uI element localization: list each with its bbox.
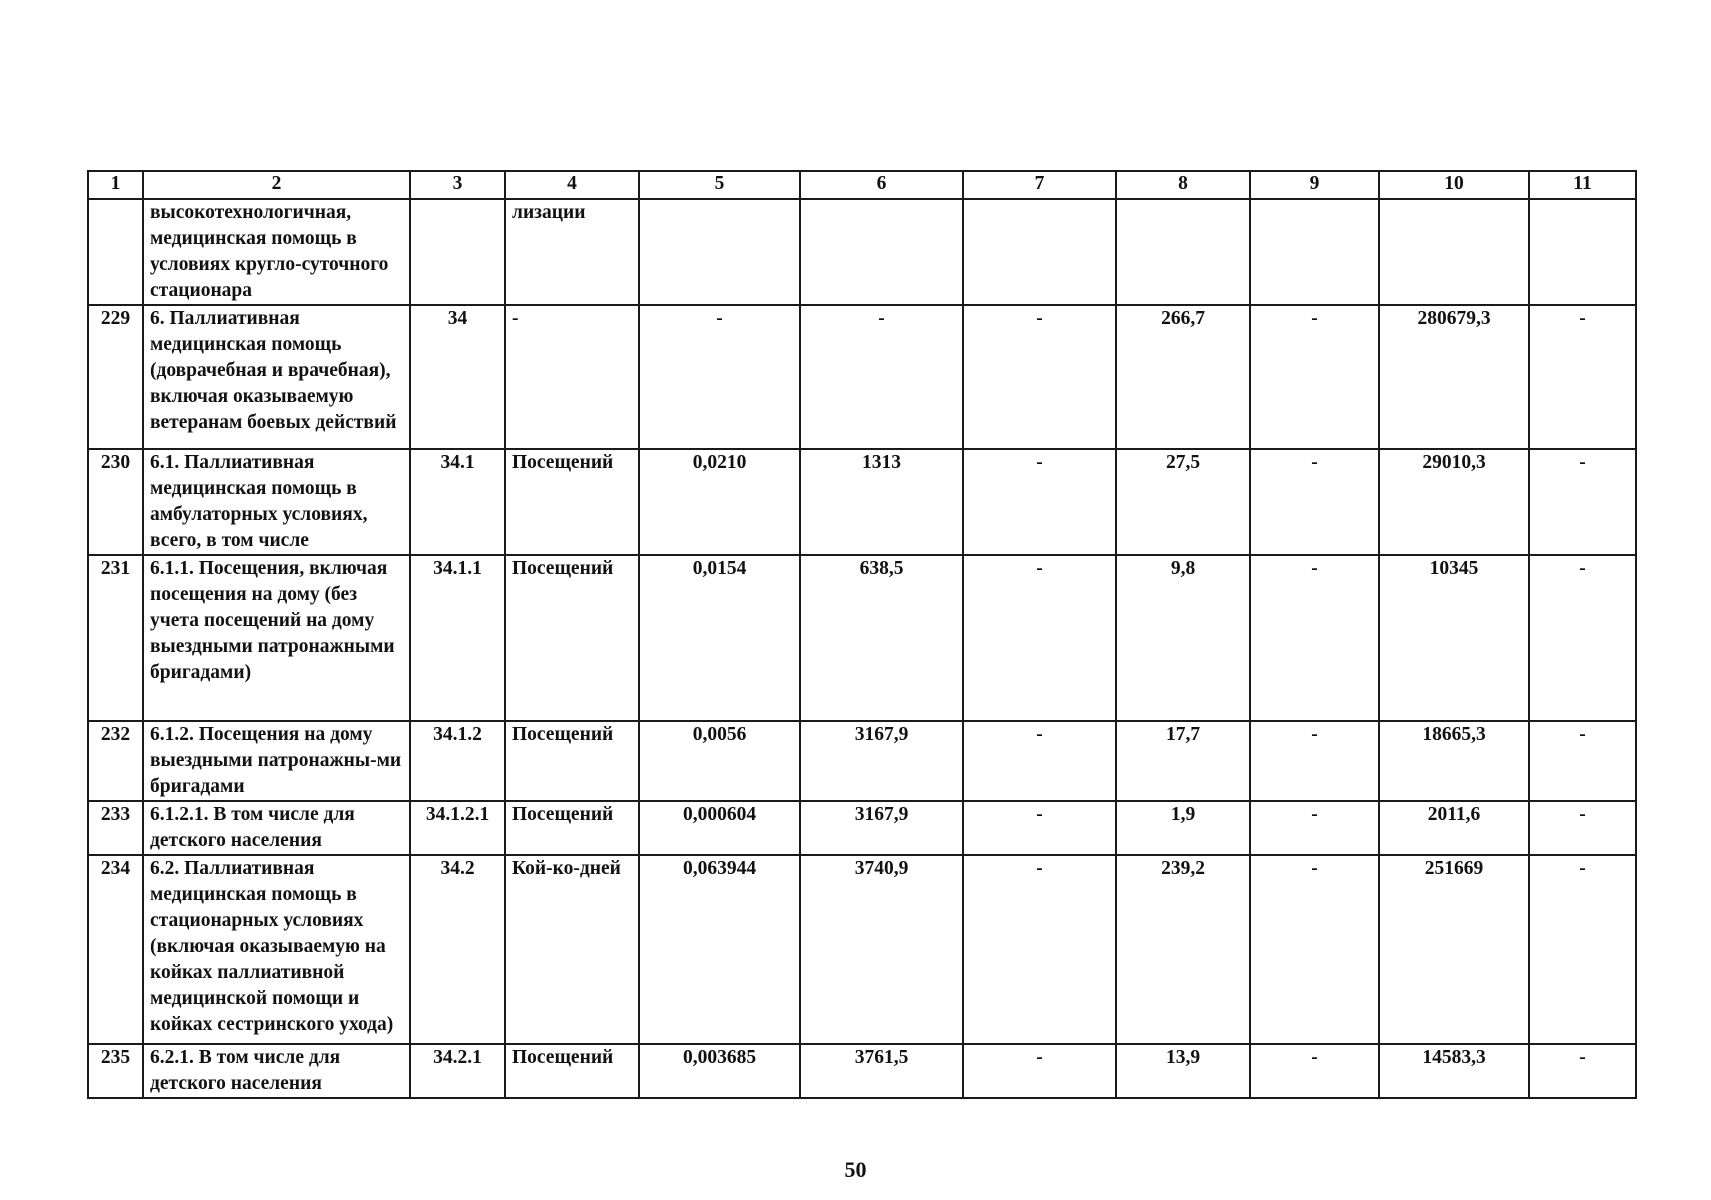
table-row: [88, 855, 1636, 1044]
cell-indicator-name: 6.1. Паллиативная медицинская помощь в амбулаторных условиях, всего, в том числе: [143, 449, 410, 555]
table-row: [88, 555, 1636, 721]
cell-indicator-name: 6. Паллиативная медицинская помощь (доврачебная и врачебная), включая оказываемую ветеранам боевых действий: [143, 305, 410, 449]
cell-col-5: 0,0154: [639, 555, 800, 721]
cell-col-9: [1250, 199, 1379, 305]
cell-col-6: 3167,9: [800, 801, 963, 855]
cell-line-code: 34.1.1: [410, 555, 505, 721]
cell-unit: Посещений: [505, 449, 639, 555]
cell-col-11: -: [1529, 855, 1636, 1044]
cell-col-11: [1529, 199, 1636, 305]
header-col-11: 11: [1529, 171, 1636, 199]
cell-col-6: 3761,5: [800, 1044, 963, 1098]
cell-col-7: [963, 199, 1116, 305]
cell-col-7: -: [963, 855, 1116, 1044]
cell-col-11: -: [1529, 555, 1636, 721]
cell-col-10: 18665,3: [1379, 721, 1529, 801]
cell-col-5: [639, 199, 800, 305]
table-body: [88, 199, 1636, 1098]
cell-unit: Посещений: [505, 801, 639, 855]
header-col-4: 4: [505, 171, 639, 199]
cell-col-8: 27,5: [1116, 449, 1250, 555]
cell-col-10: 14583,3: [1379, 1044, 1529, 1098]
header-col-9: 9: [1250, 171, 1379, 199]
cell-indicator-name: 6.2. Паллиативная медицинская помощь в стационарных условиях (включая оказываемую на койках паллиативной медицинской помощи и койках сестринского ухода): [143, 855, 410, 1044]
cell-col-7: -: [963, 721, 1116, 801]
cell-col-6: -: [800, 305, 963, 449]
header-col-8: 8: [1116, 171, 1250, 199]
cell-col-9: -: [1250, 1044, 1379, 1098]
cell-col-11: -: [1529, 449, 1636, 555]
header-row: [88, 171, 1636, 199]
cell-col-11: -: [1529, 801, 1636, 855]
cell-line-code: 34.1.2: [410, 721, 505, 801]
cell-col-5: 0,003685: [639, 1044, 800, 1098]
cell-indicator-name: 6.1.2. Посещения на дому выездными патронажны-ми бригадами: [143, 721, 410, 801]
cell-indicator-name: высокотехнологичная, медицинская помощь в условиях кругло-суточного стационара: [143, 199, 410, 305]
cell-col-7: -: [963, 305, 1116, 449]
cell-line-code: 34: [410, 305, 505, 449]
cell-unit: лизации: [505, 199, 639, 305]
cell-line-code: 34.1: [410, 449, 505, 555]
cell-col-8: 9,8: [1116, 555, 1250, 721]
header-col-3: 3: [410, 171, 505, 199]
cell-col-11: -: [1529, 1044, 1636, 1098]
cell-col-5: 0,0056: [639, 721, 800, 801]
cell-col-9: -: [1250, 305, 1379, 449]
cell-col-8: 1,9: [1116, 801, 1250, 855]
cell-col-9: -: [1250, 801, 1379, 855]
cell-row-number: 234: [88, 855, 143, 1044]
cell-row-number: 233: [88, 801, 143, 855]
cell-unit: Кой-ко-дней: [505, 855, 639, 1044]
cell-col-10: 280679,3: [1379, 305, 1529, 449]
header-col-10: 10: [1379, 171, 1529, 199]
cell-indicator-name: 6.2.1. В том числе для детского населения: [143, 1044, 410, 1098]
cell-unit: Посещений: [505, 1044, 639, 1098]
cell-row-number: 235: [88, 1044, 143, 1098]
cell-col-9: -: [1250, 449, 1379, 555]
cell-col-7: -: [963, 1044, 1116, 1098]
cell-col-10: 2011,6: [1379, 801, 1529, 855]
cell-col-6: 1313: [800, 449, 963, 555]
header-col-2: 2: [143, 171, 410, 199]
cell-col-7: -: [963, 449, 1116, 555]
table-row: [88, 801, 1636, 855]
table-row: [88, 199, 1636, 305]
cell-indicator-name: 6.1.1. Посещения, включая посещения на дому (без учета посещений на дому выездными патронажными бригадами): [143, 555, 410, 721]
cell-col-5: 0,0210: [639, 449, 800, 555]
header-col-5: 5: [639, 171, 800, 199]
table-row: [88, 721, 1636, 801]
table-row: [88, 1044, 1636, 1098]
cell-row-number: [88, 199, 143, 305]
cell-col-11: -: [1529, 721, 1636, 801]
cell-col-10: 251669: [1379, 855, 1529, 1044]
cell-row-number: 230: [88, 449, 143, 555]
cell-col-10: 29010,3: [1379, 449, 1529, 555]
cell-unit: Посещений: [505, 555, 639, 721]
cell-col-7: -: [963, 801, 1116, 855]
cell-col-9: -: [1250, 855, 1379, 1044]
cell-col-5: -: [639, 305, 800, 449]
cell-col-6: 3740,9: [800, 855, 963, 1044]
table-row: [88, 449, 1636, 555]
header-col-1: 1: [88, 171, 143, 199]
cell-col-8: [1116, 199, 1250, 305]
table-header: [88, 171, 1636, 199]
cell-line-code: [410, 199, 505, 305]
cell-col-11: -: [1529, 305, 1636, 449]
cell-indicator-name: 6.1.2.1. В том числе для детского населения: [143, 801, 410, 855]
cell-row-number: 231: [88, 555, 143, 721]
table-row: [88, 305, 1636, 449]
cell-col-7: -: [963, 555, 1116, 721]
cell-col-5: 0,063944: [639, 855, 800, 1044]
page-number: 50: [844, 1157, 867, 1182]
cell-row-number: 229: [88, 305, 143, 449]
cell-unit: -: [505, 305, 639, 449]
data-table: [87, 170, 1637, 1099]
cell-col-6: 638,5: [800, 555, 963, 721]
cell-col-8: 266,7: [1116, 305, 1250, 449]
cell-unit: Посещений: [505, 721, 639, 801]
cell-row-number: 232: [88, 721, 143, 801]
cell-col-6: 3167,9: [800, 721, 963, 801]
header-col-7: 7: [963, 171, 1116, 199]
cell-col-8: 17,7: [1116, 721, 1250, 801]
cell-col-9: -: [1250, 721, 1379, 801]
header-col-6: 6: [800, 171, 963, 199]
cell-col-6: [800, 199, 963, 305]
cell-col-8: 239,2: [1116, 855, 1250, 1044]
cell-col-9: -: [1250, 555, 1379, 721]
cell-line-code: 34.2: [410, 855, 505, 1044]
cell-col-10: 10345: [1379, 555, 1529, 721]
cell-col-10: [1379, 199, 1529, 305]
cell-line-code: 34.2.1: [410, 1044, 505, 1098]
cell-col-8: 13,9: [1116, 1044, 1250, 1098]
cell-col-5: 0,000604: [639, 801, 800, 855]
cell-line-code: 34.1.2.1: [410, 801, 505, 855]
